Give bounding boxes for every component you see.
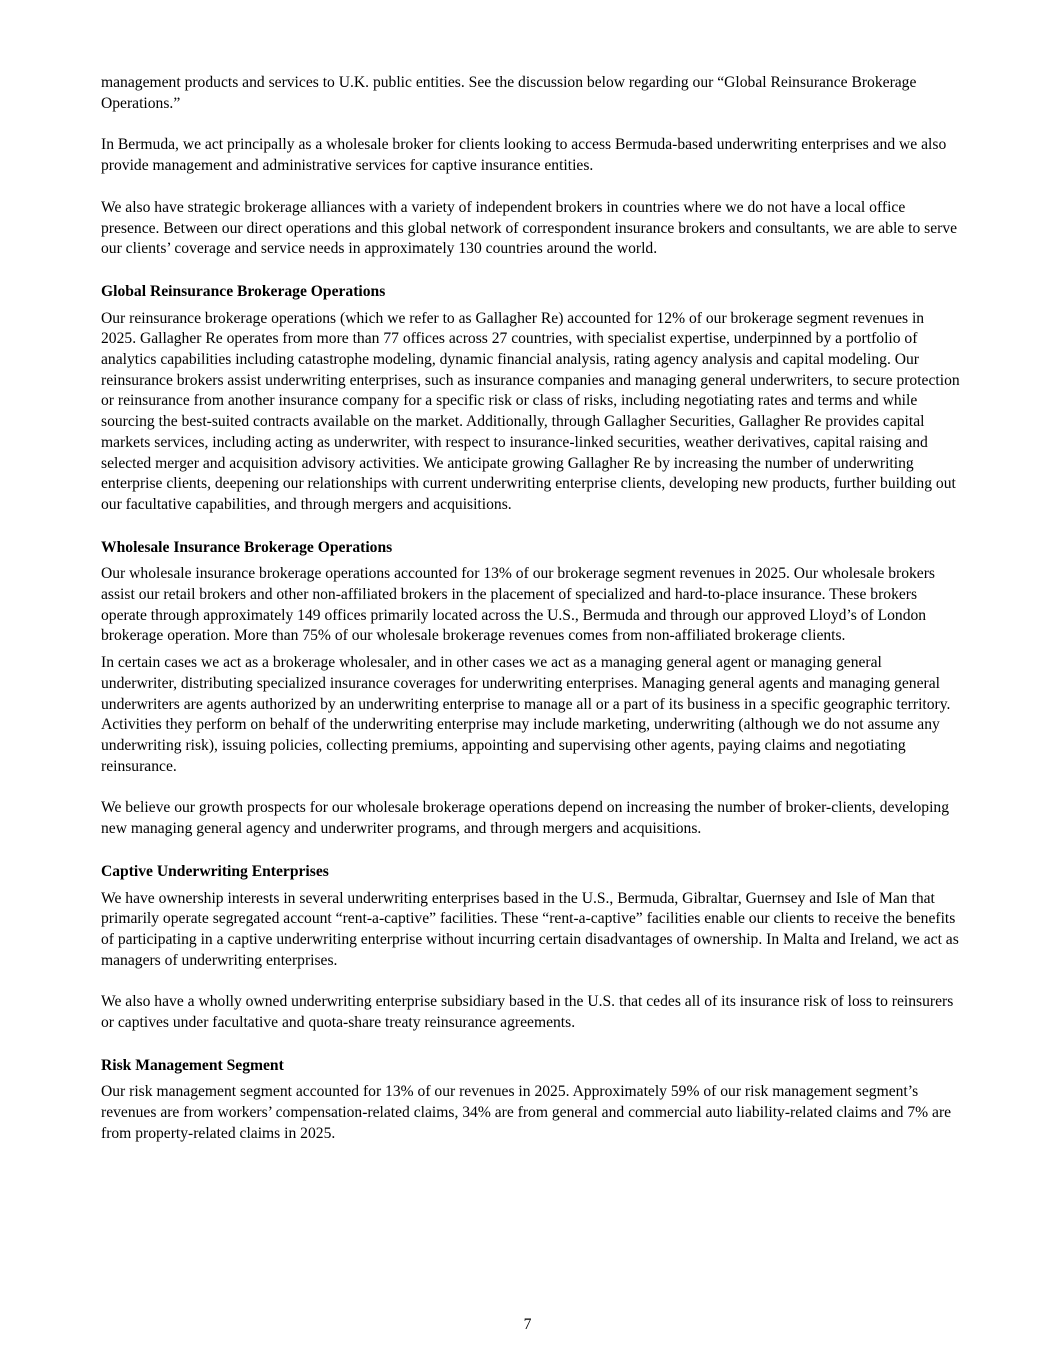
reinsurance-heading: Global Reinsurance Brokerage Operations — [101, 282, 386, 300]
wholesale-paragraph-3: We believe our growth prospects for our wholesale brokerage operations depend on increasing the number of broker-clients, developing new managing general agency and underwriter programs, and through mergers and acquisitions. — [101, 799, 950, 838]
captive-heading: Captive Underwriting Enterprises — [101, 862, 329, 880]
wholesale-paragraph-2: In certain cases we act as a brokerage wholesaler, and in other cases we act as a managing general agent or managing general underwriter, distributing specialized insurance coverages for underwriting enterprises. Managing general agents and managing general underwriters are agents authorized by an underwriting enterprise to manage all or a part of its business in a specific geographic territory. Activities they perform on behalf of the underwriting enterprise may include marketing, underwriting (although we do not assume any underwriting risk), issuing policies, collecting premiums, appointing and supervising other agents, paying claims and negotiating reinsurance. — [101, 654, 951, 775]
intro-continued-paragraph: management products and services to U.K. public entities. See the discussion below regarding our “Global Reinsurance Brokerage Operations.” — [101, 74, 917, 112]
wholesale-paragraph-1: Our wholesale insurance brokerage operations accounted for 13% of our brokerage segment revenues in 2025. Our wholesale brokers assist our retail brokers and other non-affiliated brokers in the placement of specialized and hard-to-place insurance. These brokers operate through approximately 149 offices primarily located across the U.S., Bermuda and through our approved Lloyd’s of London brokerage operation. More than 75% of our wholesale brokerage revenues comes from non-affiliated brokerage clients. — [101, 565, 935, 645]
document-body — [101, 73, 961, 1145]
page-number: 7 — [523, 1316, 532, 1333]
bermuda-paragraph: In Bermuda, we act principally as a wholesale broker for clients looking to access Bermuda-based underwriting enterprises and we also provide management and administrative services for captive insurance entities. — [101, 136, 947, 175]
risk-management-heading: Risk Management Segment — [101, 1056, 284, 1074]
reinsurance-paragraph: Our reinsurance brokerage operations (which we refer to as Gallagher Re) accounted for 12% of our brokerage segment revenues in 2025. Gallagher Re operates from more than 77 offices across 27 countries, with specialist expertise, underpinned by a portfolio of analytics capabilities including catastrophe modeling, dynamic financial analysis, rating agency analysis and capital modeling. Our reinsurance brokers assist underwriting enterprises, such as insurance companies and managing general underwriters, to secure protection or reinsurance from another insurance company for a specific risk or class of risks, including negotiating rates and terms and while sourcing the best-suited contracts available on the market. Additionally, through Gallagher Securities, Gallagher Re provides capital markets services, including acting as underwriter, with respect to insurance-linked securities, weather derivatives, capital raising and selected merger and acquisition advisory activities. We anticipate growing Gallagher Re by increasing the number of underwriting enterprise clients, deepening our relationships with current underwriting enterprise clients, developing new products, further building out our facultative capabilities, and through mergers and acquisitions. — [101, 309, 960, 513]
wholesale-heading: Wholesale Insurance Brokerage Operations — [101, 538, 393, 556]
captive-paragraph-2: We also have a wholly owned underwriting enterprise subsidiary based in the U.S. that cedes all of its insurance risk of loss to reinsurers or captives under facultative and quota-share treaty reinsurance agreements. — [101, 993, 954, 1032]
alliances-paragraph: We also have strategic brokerage alliances with a variety of independent brokers in countries where we do not have a local office presence. Between our direct operations and this global network of correspondent insurance brokers and consultants, we are able to serve our clients’ coverage and service needs in approximately 130 countries around the world. — [101, 198, 958, 258]
risk-management-paragraph: Our risk management segment accounted for 13% of our revenues in 2025. Approximately 59% of our risk management segment’s revenues are from workers’ compensation-related claims, 34% are from general and commercial auto liability-related claims and 7% are from property-related claims in 2025. — [101, 1083, 952, 1142]
captive-paragraph-1: We have ownership interests in several underwriting enterprises based in the U.S., Bermuda, Gibraltar, Guernsey and Isle of Man that primarily operate segregated account “rent-a-captive” facilities. These “rent-a-captive” facilities enable our clients to receive the benefits of participating in a captive underwriting enterprise without incurring certain disadvantages of ownership. In Malta and Ireland, we act as managers of underwriting enterprises. — [101, 889, 959, 969]
